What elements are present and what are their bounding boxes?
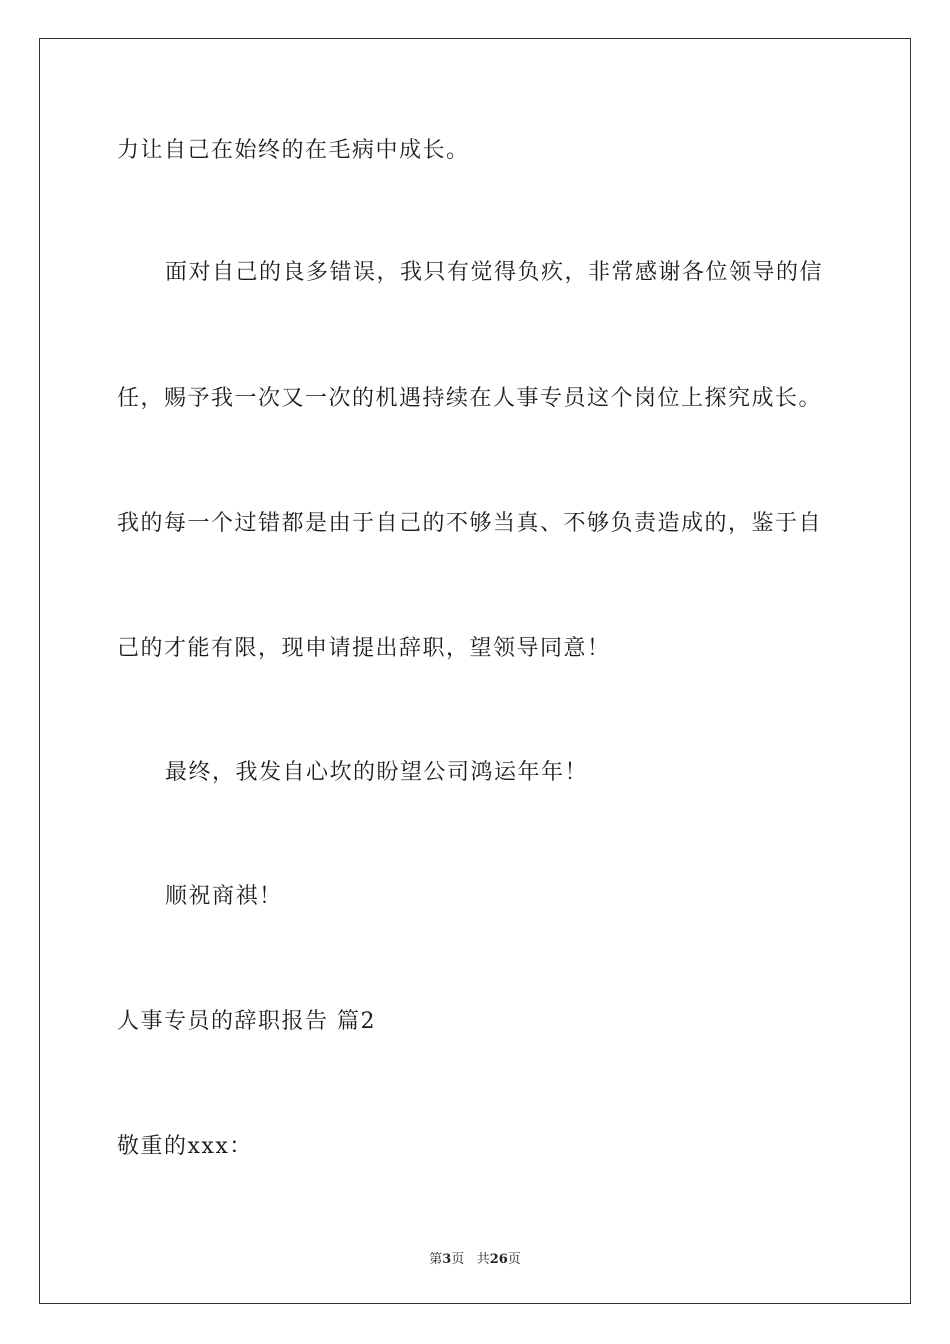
page-number: 3	[442, 1252, 452, 1267]
page-frame	[39, 38, 911, 1304]
body-line-2: 面对自己的良多错误，我只有觉得负疚，非常感谢各位领导的信	[165, 260, 824, 285]
body-line-3: 任，赐予我一次又一次的机遇持续在人事专员这个岗位上探究成长。	[117, 386, 823, 411]
page-footer	[0, 1248, 950, 1267]
page-suffix: 页	[451, 1252, 465, 1267]
body-line-6: 最终，我发自心坎的盼望公司鸿运年年！	[165, 760, 589, 785]
page-prefix: 第	[429, 1252, 443, 1267]
body-line-4: 我的每一个过错都是由于自己的不够当真、不够负责造成的，鉴于自	[117, 511, 823, 536]
closing-greeting: 顺祝商祺！	[165, 884, 283, 909]
body-line-1: 力让自己在始终的在毛病中成长。	[117, 138, 470, 163]
total-suffix: 页	[507, 1252, 521, 1267]
total-prefix: 共	[476, 1252, 490, 1267]
total-pages: 26	[489, 1252, 508, 1267]
salutation: 敬重的xxx：	[117, 1134, 253, 1159]
body-line-5: 己的才能有限，现申请提出辞职，望领导同意！	[117, 636, 611, 661]
section-heading: 人事专员的辞职报告 篇2	[117, 1009, 376, 1034]
